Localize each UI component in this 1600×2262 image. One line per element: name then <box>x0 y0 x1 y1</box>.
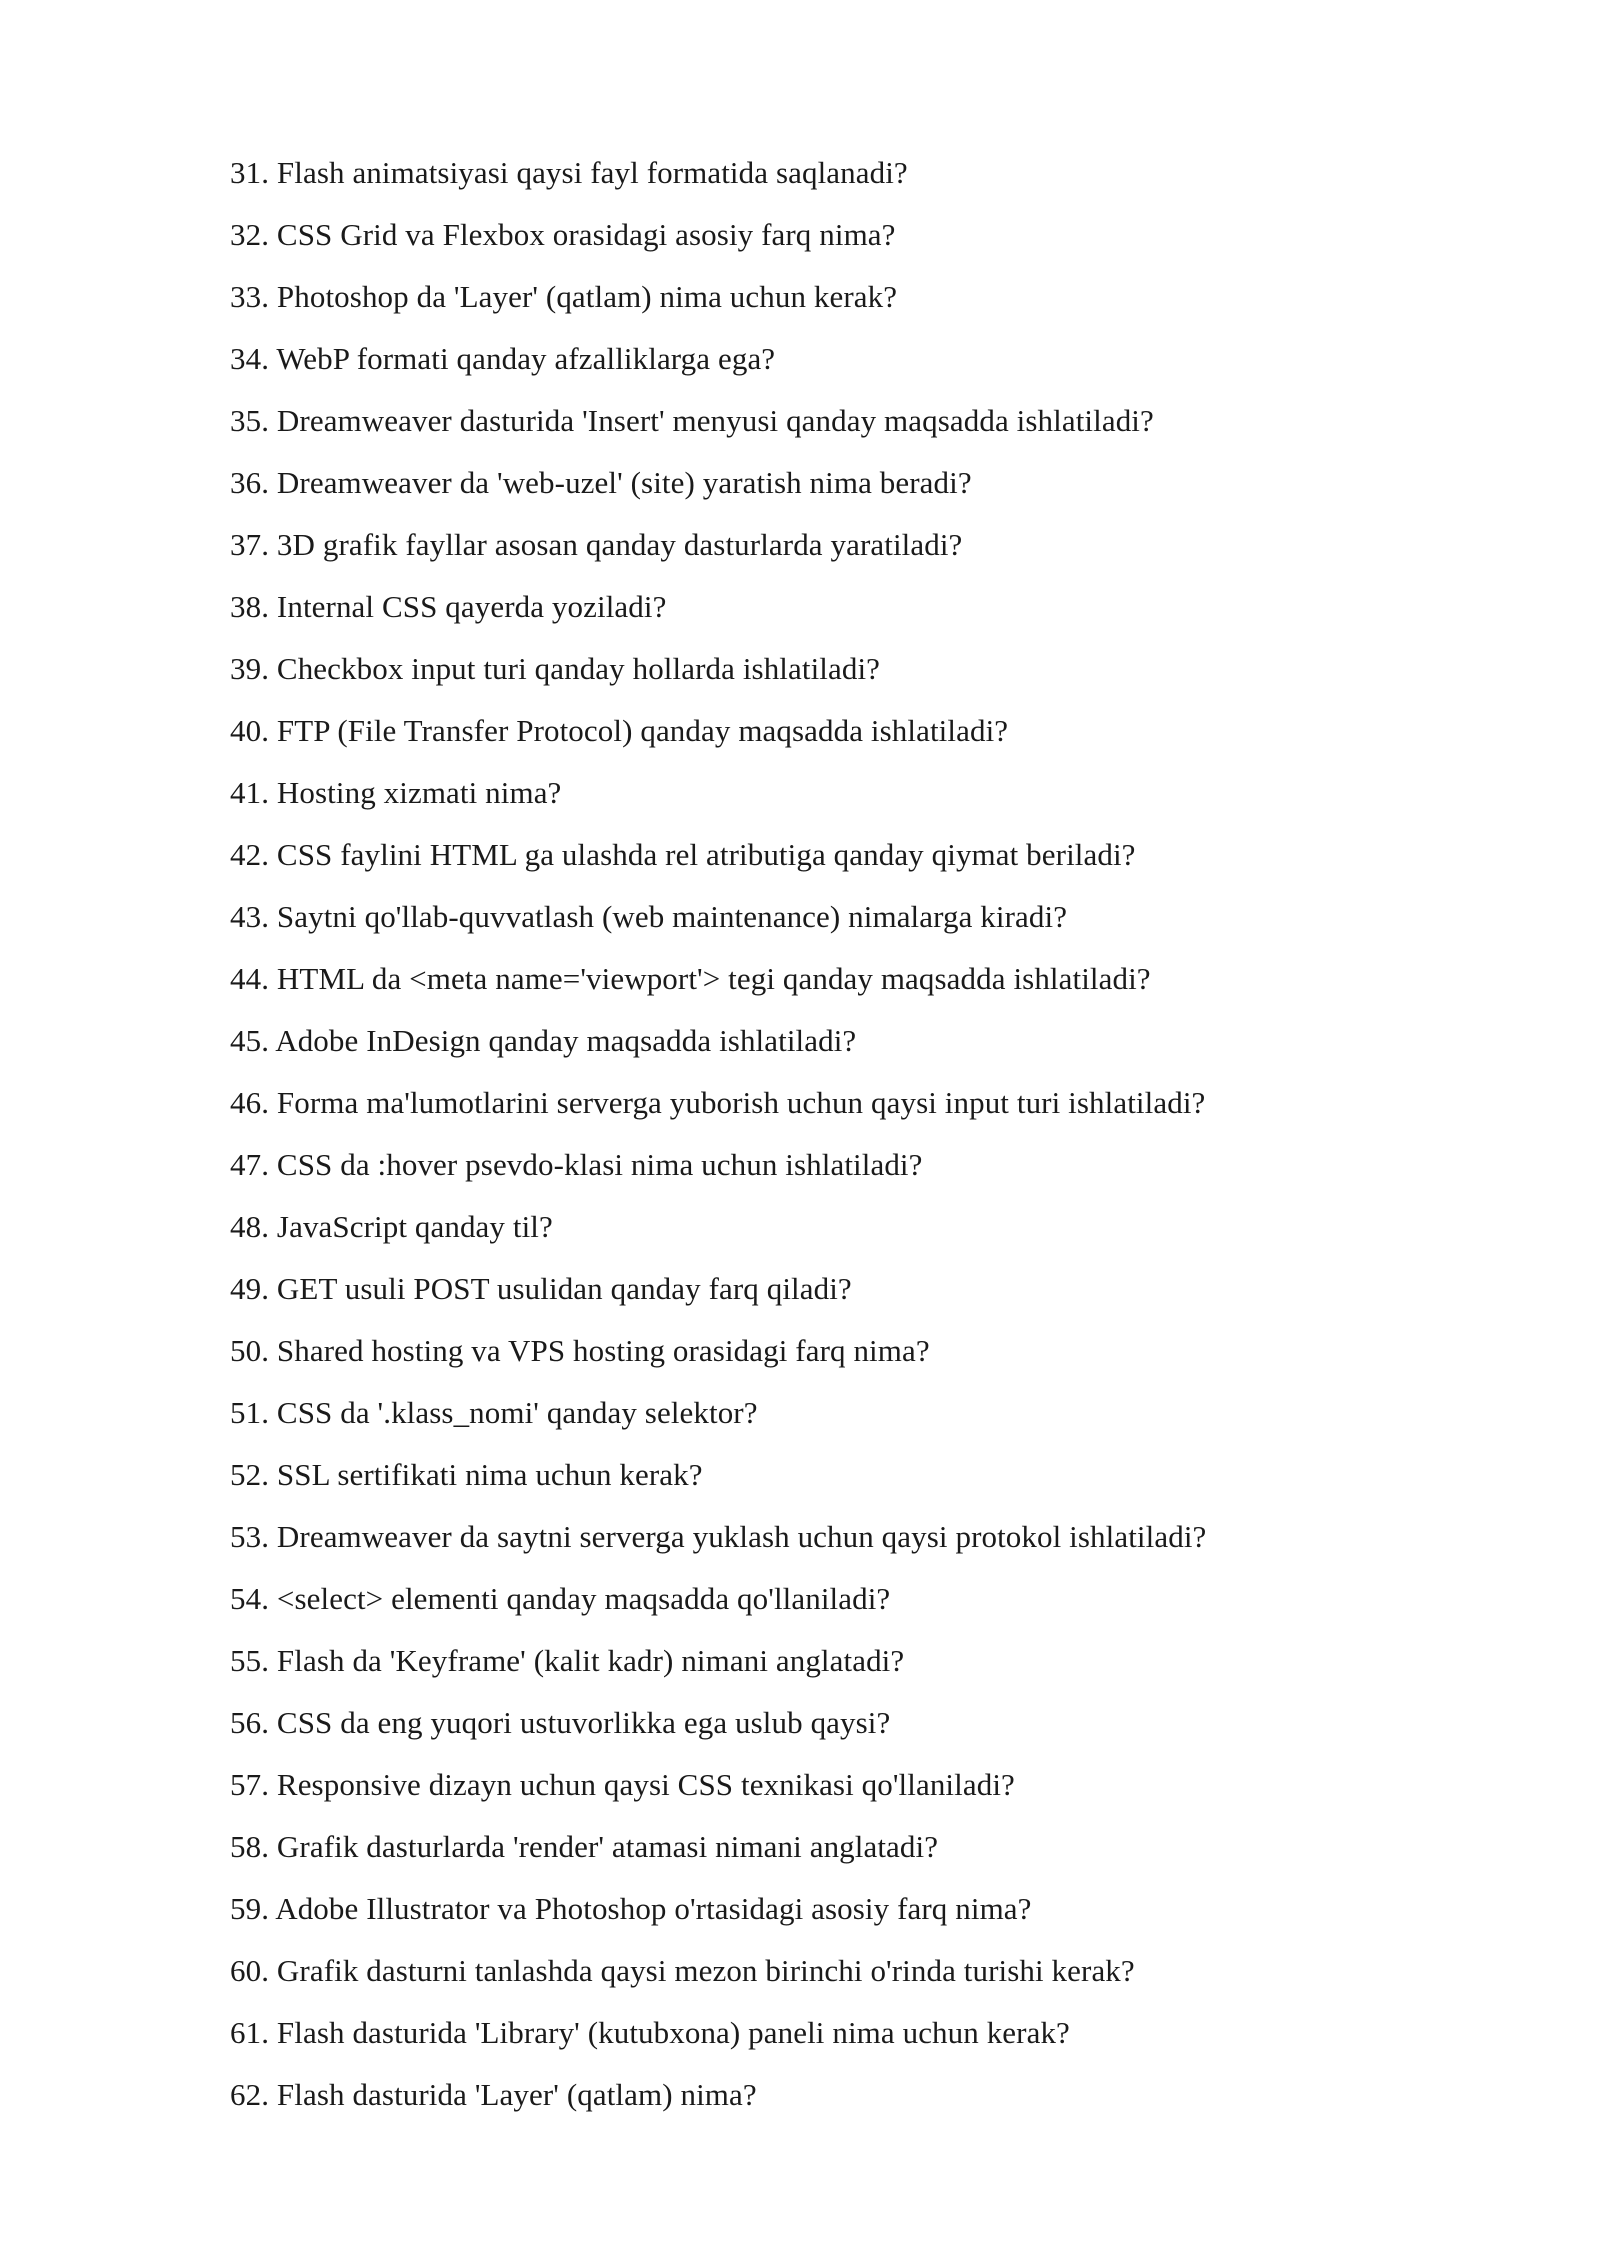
question-number: 58. <box>230 1829 270 1864</box>
question-text: Forma ma'lumotlarini serverga yuborish uchun qaysi input turi ishlatiladi? <box>276 1085 1206 1120</box>
question-number: 48. <box>230 1209 270 1244</box>
question-number: 54. <box>230 1581 270 1616</box>
question-list <box>230 148 1450 2132</box>
question-text: Photoshop da 'Layer' (qatlam) nima uchun kerak? <box>276 279 898 314</box>
question-item <box>230 1884 1450 1946</box>
question-text: CSS Grid va Flexbox orasidagi asosiy farq nima? <box>276 217 896 252</box>
question-item <box>230 1326 1450 1388</box>
question-item <box>230 1698 1450 1760</box>
question-text: HTML da <meta name='viewport'> tegi qanday maqsadda ishlatiladi? <box>276 961 1151 996</box>
question-item <box>230 520 1450 582</box>
question-text: Responsive dizayn uchun qaysi CSS texnikasi qo'llaniladi? <box>276 1767 1015 1802</box>
question-number: 40. <box>230 713 270 748</box>
question-number: 31. <box>230 155 270 190</box>
question-text: Shared hosting va VPS hosting orasidagi farq nima? <box>276 1333 930 1368</box>
question-item <box>230 148 1450 210</box>
question-text: GET usuli POST usulidan qanday farq qiladi? <box>276 1271 852 1306</box>
question-item <box>230 1140 1450 1202</box>
question-number: 52. <box>230 1457 270 1492</box>
question-number: 42. <box>230 837 270 872</box>
question-text: Dreamweaver dasturida 'Insert' menyusi qanday maqsadda ishlatiladi? <box>276 403 1154 438</box>
question-item <box>230 334 1450 396</box>
question-text: Flash da 'Keyframe' (kalit kadr) nimani anglatadi? <box>276 1643 905 1678</box>
question-number: 50. <box>230 1333 270 1368</box>
question-text: FTP (File Transfer Protocol) qanday maqsadda ishlatiladi? <box>276 713 1009 748</box>
question-number: 38. <box>230 589 270 624</box>
question-text: CSS faylini HTML ga ulashda rel atributiga qanday qiymat beriladi? <box>276 837 1136 872</box>
question-number: 60. <box>230 1953 270 1988</box>
question-number: 34. <box>230 341 270 376</box>
question-number: 62. <box>230 2077 270 2112</box>
question-item <box>230 706 1450 768</box>
question-text: Flash animatsiyasi qaysi fayl formatida saqlanadi? <box>276 155 908 190</box>
question-item <box>230 1760 1450 1822</box>
question-text: Adobe InDesign qanday maqsadda ishlatiladi? <box>275 1023 857 1058</box>
question-number: 61. <box>230 2015 270 2050</box>
question-text: WebP formati qanday afzalliklarga ega? <box>276 341 776 376</box>
question-text: Dreamweaver da 'web-uzel' (site) yaratish nima beradi? <box>276 465 972 500</box>
question-number: 36. <box>230 465 270 500</box>
question-text: CSS da eng yuqori ustuvorlikka ega uslub qaysi? <box>276 1705 891 1740</box>
question-item <box>230 1822 1450 1884</box>
question-item <box>230 954 1450 1016</box>
question-number: 53. <box>230 1519 270 1554</box>
question-item <box>230 1574 1450 1636</box>
question-item <box>230 830 1450 892</box>
question-text: CSS da '.klass_nomi' qanday selektor? <box>276 1395 758 1430</box>
question-item <box>230 1512 1450 1574</box>
question-item <box>230 1202 1450 1264</box>
question-text: CSS da :hover psevdo-klasi nima uchun ishlatiladi? <box>276 1147 923 1182</box>
question-number: 51. <box>230 1395 270 1430</box>
question-text: Flash dasturida 'Library' (kutubxona) paneli nima uchun kerak? <box>276 2015 1070 2050</box>
question-text: 3D grafik fayllar asosan qanday dasturlarda yaratiladi? <box>276 527 963 562</box>
question-number: 55. <box>230 1643 270 1678</box>
question-item <box>230 1946 1450 2008</box>
question-item <box>230 1264 1450 1326</box>
question-item <box>230 1388 1450 1450</box>
question-number: 32. <box>230 217 270 252</box>
question-item <box>230 644 1450 706</box>
question-text: Internal CSS qayerda yoziladi? <box>276 589 667 624</box>
question-item <box>230 1636 1450 1698</box>
question-number: 35. <box>230 403 270 438</box>
question-item <box>230 396 1450 458</box>
question-item <box>230 2070 1450 2132</box>
question-number: 49. <box>230 1271 270 1306</box>
question-text: Grafik dasturni tanlashda qaysi mezon birinchi o'rinda turishi kerak? <box>276 1953 1135 1988</box>
question-text: Flash dasturida 'Layer' (qatlam) nima? <box>276 2077 757 2112</box>
question-text: Hosting xizmati nima? <box>276 775 562 810</box>
question-number: 45. <box>230 1023 270 1058</box>
question-number: 46. <box>230 1085 270 1120</box>
question-number: 43. <box>230 899 270 934</box>
question-text: Saytni qo'llab-quvvatlash (web maintenance) nimalarga kiradi? <box>276 899 1068 934</box>
question-text: Grafik dasturlarda 'render' atamasi nimani anglatadi? <box>276 1829 939 1864</box>
question-number: 39. <box>230 651 270 686</box>
question-item <box>230 582 1450 644</box>
question-item <box>230 210 1450 272</box>
question-number: 37. <box>230 527 270 562</box>
question-number: 59. <box>230 1891 270 1926</box>
question-item <box>230 768 1450 830</box>
question-item <box>230 1016 1450 1078</box>
question-item <box>230 1078 1450 1140</box>
question-text: Adobe Illustrator va Photoshop o'rtasidagi asosiy farq nima? <box>275 1891 1032 1926</box>
question-text: <select> elementi qanday maqsadda qo'llaniladi? <box>276 1581 891 1616</box>
question-item <box>230 272 1450 334</box>
question-text: Checkbox input turi qanday hollarda ishlatiladi? <box>276 651 881 686</box>
question-number: 44. <box>230 961 270 996</box>
question-number: 57. <box>230 1767 270 1802</box>
question-item <box>230 892 1450 954</box>
question-item <box>230 458 1450 520</box>
question-text: JavaScript qanday til? <box>276 1209 553 1244</box>
question-number: 41. <box>230 775 270 810</box>
question-item <box>230 2008 1450 2070</box>
question-text: SSL sertifikati nima uchun kerak? <box>276 1457 703 1492</box>
question-number: 33. <box>230 279 270 314</box>
question-number: 47. <box>230 1147 270 1182</box>
question-text: Dreamweaver da saytni serverga yuklash uchun qaysi protokol ishlatiladi? <box>276 1519 1207 1554</box>
question-item <box>230 1450 1450 1512</box>
question-number: 56. <box>230 1705 270 1740</box>
